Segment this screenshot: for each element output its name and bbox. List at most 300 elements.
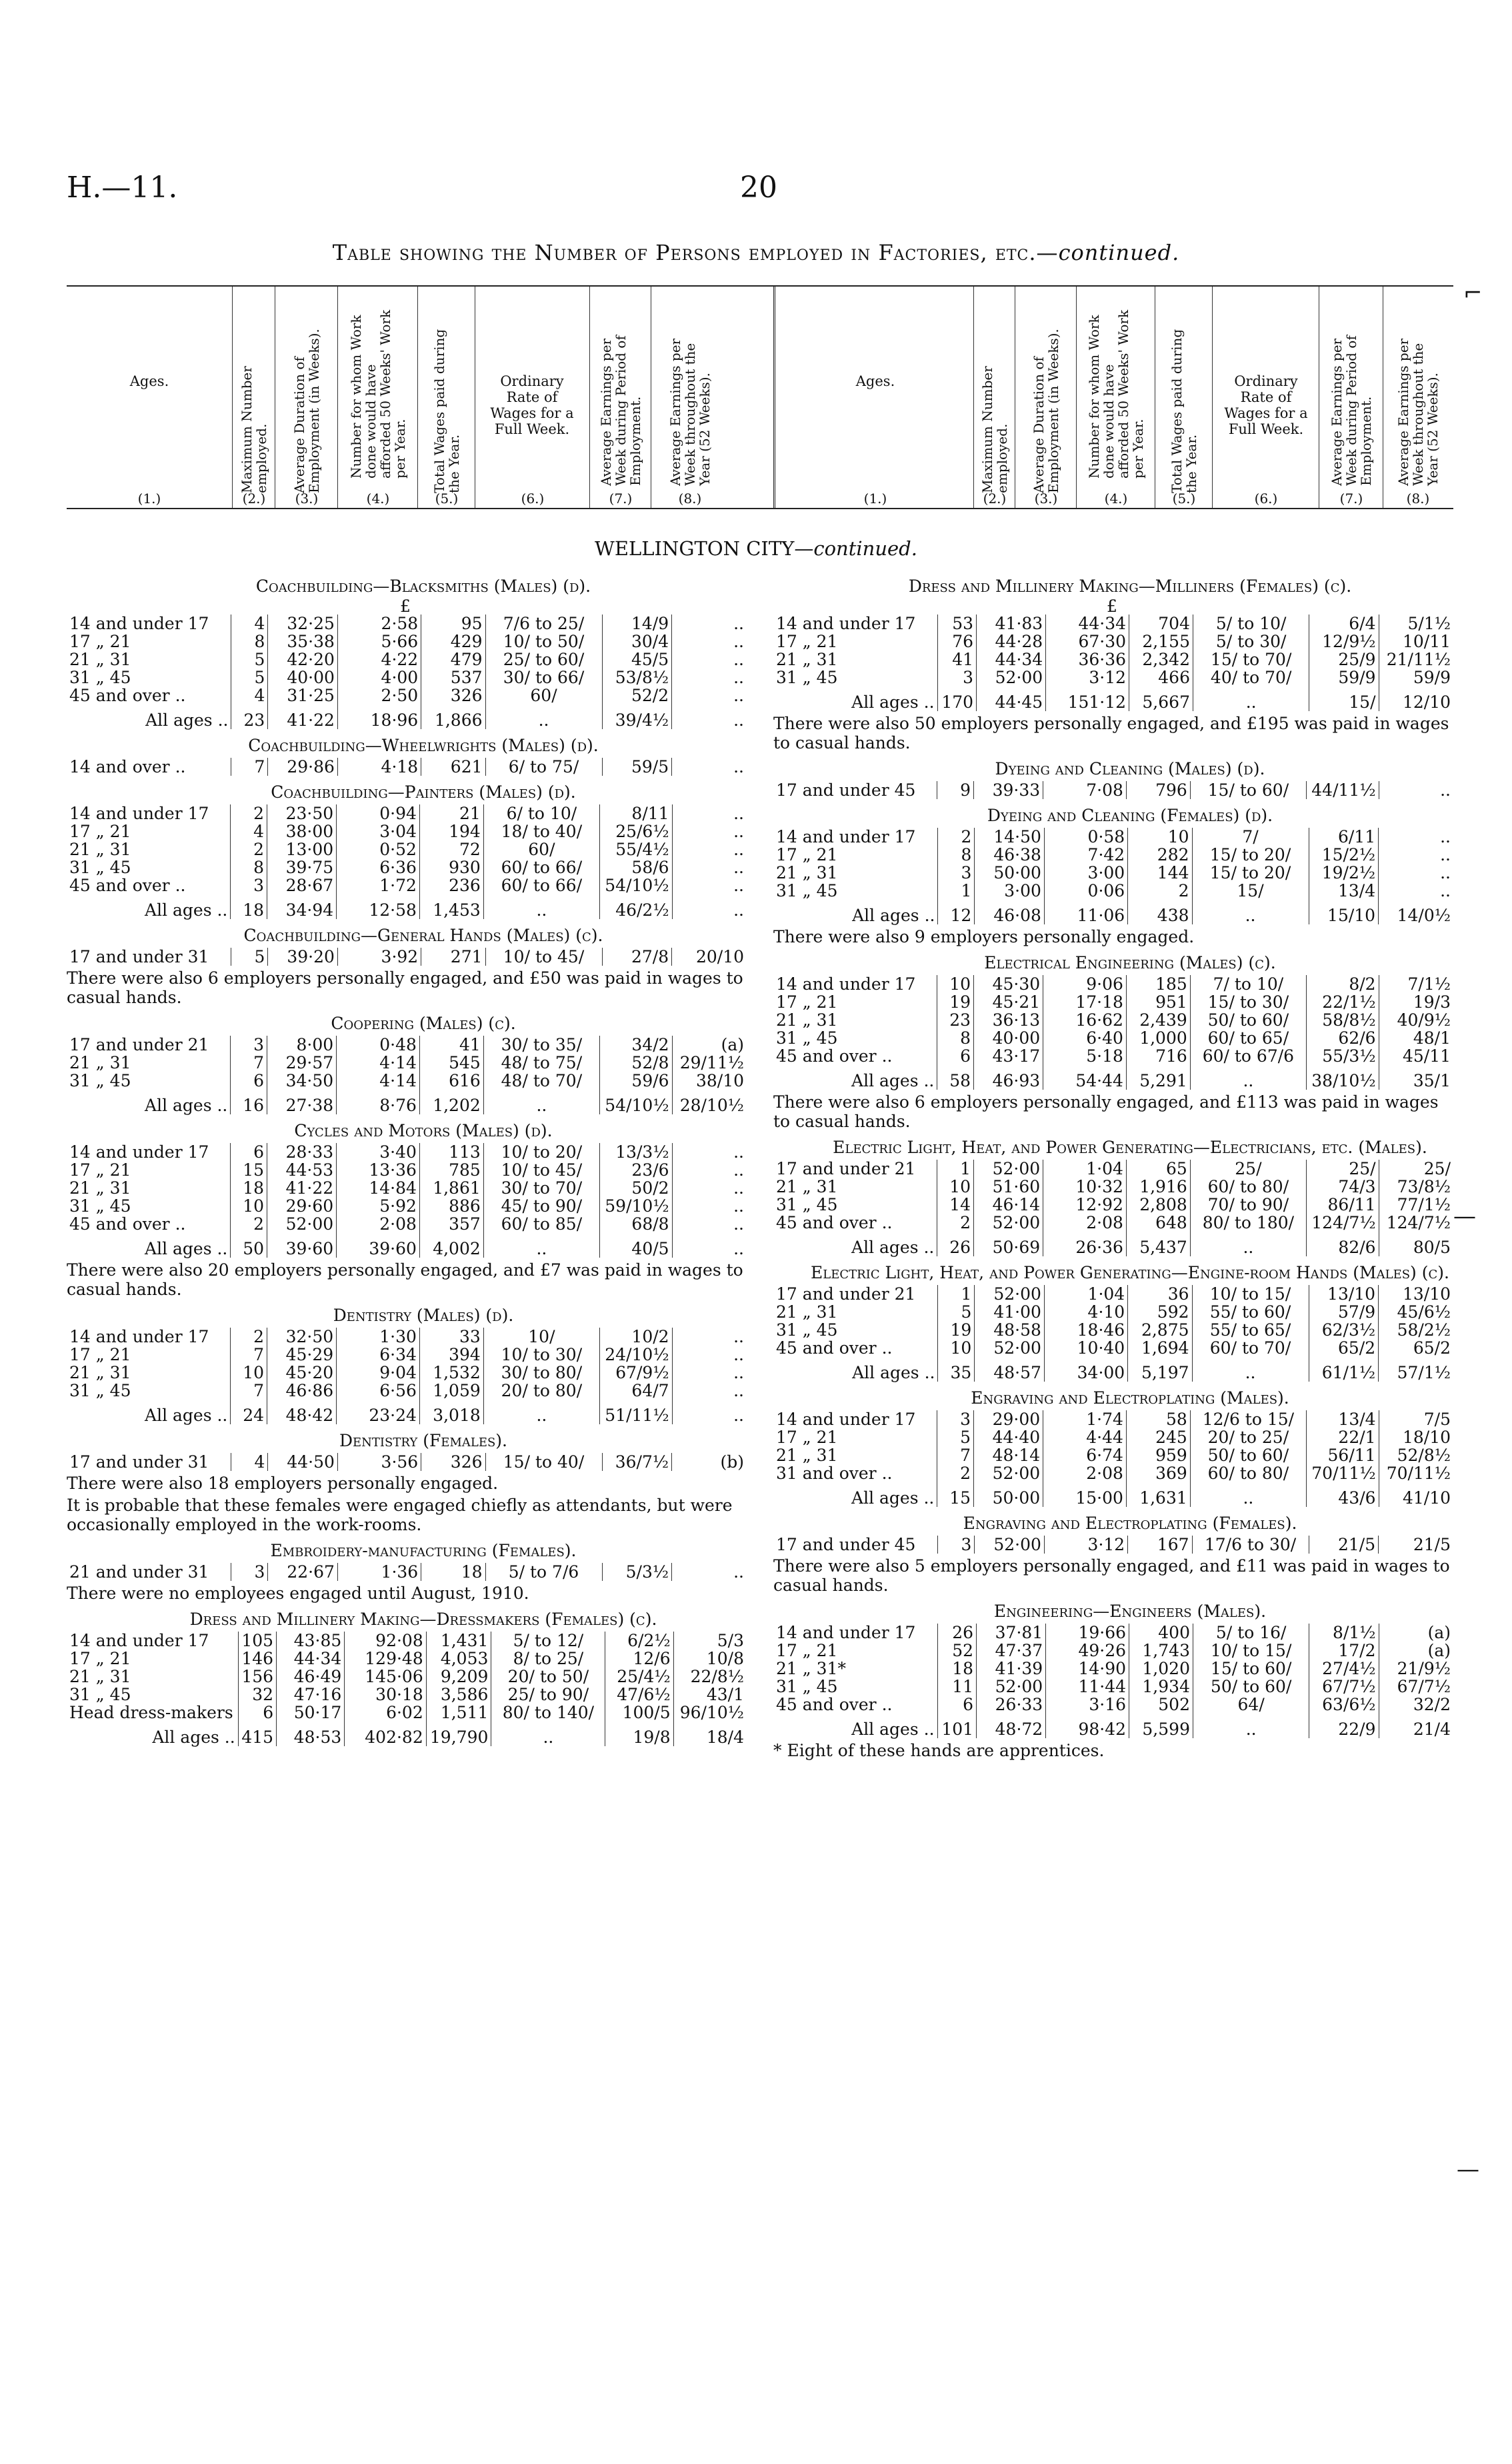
table-cell: 47·16 [277,1686,345,1704]
table-cell: 35 [938,1357,975,1382]
table-cell: 67/7½ [1309,1678,1379,1696]
table-cell: 12·58 [337,894,420,919]
table-cell: 19,790 [426,1722,491,1746]
table-cell: 194 [419,822,483,840]
table-cell: 12·92 [1043,1196,1127,1214]
col-3 [275,287,338,508]
table-cell: 0·58 [1044,828,1127,846]
table-cell: 170 [937,686,977,711]
table-cell: 5 [937,1428,974,1446]
table-row [67,1054,747,1072]
table-cell: 82/6 [1307,1232,1379,1256]
table-cell: 19 [938,1321,975,1339]
table-cell: 27·38 [267,1090,337,1114]
table-cell: 41·00 [975,1303,1045,1321]
table-cell: 15/ to 70/ [1193,650,1309,668]
table-cell: .. [672,1161,747,1179]
table-cell: .. [672,668,747,686]
table-cell: 41/10 [1379,1482,1453,1507]
table-cell: .. [483,1400,599,1424]
table-row [773,828,1453,846]
table-cell: 29·60 [267,1197,337,1215]
table-cell: 45 and over .. [69,686,186,705]
table-cell: 14·84 [337,1179,420,1197]
table-cell: 0·52 [337,840,420,858]
table-cell: .. [672,822,747,840]
table-cell: 39/4½ [602,704,672,729]
table-cell: 50·69 [974,1232,1043,1256]
table-cell: 31 „ 45 [776,1028,838,1048]
table-cell: 3,018 [419,1400,483,1424]
table-cell: 5/ to 30/ [1193,632,1309,650]
table-cell: 50/2 [600,1179,673,1197]
table-cell: 17 and under 31 [69,947,209,966]
table-cell: .. [1379,882,1453,900]
col-2 [232,287,275,508]
col-num-5: (5.) [435,491,459,507]
table-cell: 5/ to 12/ [491,1632,605,1650]
table-cell: 14 and under 17 [776,1623,916,1642]
section-title: Coachbuilding—Painters (Males) (d). [271,782,576,802]
table-cell: 30·18 [345,1686,426,1704]
table-cell: 14 and under 17 [69,804,209,823]
data-table [773,828,1453,924]
col-8 [651,287,729,508]
table-cell: 51/11½ [600,1400,673,1424]
table-cell: 12/6 [605,1650,673,1668]
table-row [773,864,1453,882]
table-cell: 52·00 [975,1285,1045,1303]
table-cell: 60/ to 80/ [1190,1178,1306,1196]
table-cell: 5/ to 10/ [1193,615,1309,632]
table-cell: 3 [231,1563,268,1581]
table-cell: 28/10½ [672,1090,747,1114]
table-cell: 1,934 [1129,1678,1193,1696]
table-cell: 7·42 [1044,846,1127,864]
table-cell: 18/4 [673,1722,747,1746]
table-cell: 2·08 [337,1215,420,1233]
table-cell: .. [672,686,747,704]
table-cell: 86/11 [1307,1196,1379,1214]
table-cell: 31 „ 45 [776,1195,838,1214]
section-title: Embroidery-manufacturing (Females). [270,1541,577,1560]
table-cell: 20/ to 25/ [1190,1428,1306,1446]
table-cell: 50·00 [974,1482,1043,1507]
table-cell: 22/1½ [1307,993,1379,1011]
data-table [773,1410,1453,1507]
section-note: There were also 20 employers personally engaged, and £7 was paid in wages to casual hands. [67,1260,743,1299]
table-cell: 9,209 [426,1668,491,1686]
table-cell: 45/ to 90/ [483,1197,599,1215]
table-cell: 10/11 [1379,632,1453,650]
table-cell: 52·00 [974,1214,1043,1232]
table-cell: 12/10 [1379,686,1453,711]
table-cell: 400 [1129,1624,1193,1642]
table-cell: 959 [1126,1446,1190,1464]
table-cell: 13/4 [1307,1410,1379,1428]
table-cell: 6·74 [1043,1446,1127,1464]
table-cell: 7/6 to 25/ [485,615,602,632]
data-table [67,1143,747,1258]
table-section [773,1388,1487,1507]
table-cell: .. [483,894,599,919]
table-cell: .. [1379,846,1453,864]
table-cell: 2 [231,1215,267,1233]
table-cell: 17/6 to 30/ [1192,1536,1309,1554]
table-cell: 65/2 [1309,1339,1379,1357]
table-cell: .. [1192,1357,1309,1382]
table-cell: 1,511 [426,1704,491,1722]
table-cell: 23·24 [337,1400,420,1424]
table-cell: 5·18 [1043,1047,1127,1065]
table-cell: 5·66 [337,632,421,650]
bracket-mark-icon: — [1457,2156,1479,2183]
col-7-r [1319,287,1383,508]
table-row [773,1303,1453,1321]
table-title-continued: continued. [1058,240,1180,265]
table-cell: 648 [1126,1214,1190,1232]
table-cell: 10/2 [600,1328,673,1346]
table-cell: 15·00 [1043,1482,1127,1507]
table-cell: 4,002 [419,1233,483,1258]
table-cell: 17 and under 21 [69,1035,209,1054]
table-cell: 1,694 [1128,1339,1192,1357]
table-cell: 10/ [483,1328,599,1346]
table-section [67,1431,780,1534]
col-3-label: Average Duration of Employment (in Weeks). [291,329,322,493]
section-title: Dress and Millinery Making—Dressmakers (Females) (c). [189,1610,657,1629]
table-cell: 7 [231,1054,267,1072]
table-cell: 1,743 [1129,1642,1193,1660]
table-cell: .. [672,1197,747,1215]
table-cell: 44·28 [977,632,1046,650]
table-cell: 53 [937,615,977,632]
table-row [67,1215,747,1233]
table-cell: 15 [231,1161,267,1179]
table-cell: 1,631 [1126,1482,1190,1507]
table-cell: 4,053 [426,1650,491,1668]
table-row [773,1624,1453,1642]
table-row [773,1696,1453,1714]
table-cell: 185 [1126,975,1190,993]
table-cell: 60/ [483,840,599,858]
table-row [67,876,747,894]
table-cell: (a) [672,1036,747,1054]
table-cell: 5/ to 16/ [1193,1624,1309,1642]
col-8-r [1383,287,1453,508]
table-cell: 47·37 [977,1642,1046,1660]
table-cell: 26·36 [1043,1232,1127,1256]
table-cell: 21 [419,804,483,822]
table-cell: 40·00 [268,668,338,686]
table-cell: 96/10½ [673,1704,747,1722]
table-cell: 13·00 [267,840,337,858]
table-cell: 48/ to 75/ [483,1054,599,1072]
table-row [773,1011,1453,1029]
table-row [67,1364,747,1382]
table-section [67,1014,780,1114]
table-cell: 52/8½ [1379,1446,1453,1464]
table-cell: 14 and under 17 [69,1327,209,1346]
table-cell: 67·30 [1046,632,1129,650]
col-4 [337,287,418,508]
table-cell: 1 [937,1160,974,1178]
col-4-label-r: Number for whom Work done would have afforded 50 Weeks' Work per Year. [1086,309,1146,479]
col-num-4-r: (4.) [1104,491,1128,507]
table-cell: 54/10½ [600,1090,673,1114]
table-cell: 33 [419,1328,483,1346]
table-cell: 36/7½ [602,1453,672,1471]
table-cell: 21 „ 31* [776,1659,846,1678]
table-cell: 7·08 [1043,781,1127,799]
table-cell: 4·22 [337,650,421,668]
col-num-5-r: (5.) [1172,491,1196,507]
table-cell: .. [672,650,747,668]
table-cell: 8 [231,858,267,876]
table-cell: 95 [421,615,485,632]
col-num-3-r: (3.) [1034,491,1058,507]
city-continued: —continued. [794,537,917,560]
table-cell: 65/2 [1379,1339,1453,1357]
table-cell: 36 [1128,1285,1192,1303]
section-title: Coachbuilding—Wheelwrights (Males) (d). [248,736,599,755]
data-table [67,1632,747,1746]
table-cell: 18 [231,894,267,919]
table-cell: 60/ to 85/ [483,1215,599,1233]
table-total-row [67,1090,747,1114]
table-cell: .. [672,615,747,632]
col-num-4: (4.) [366,491,390,507]
table-cell: 6·34 [337,1346,420,1364]
table-cell: 10/ to 45/ [483,1161,599,1179]
table-cell: 45 and over .. [776,1046,893,1066]
table-cell: 24/10½ [600,1346,673,1364]
data-table [67,1563,747,1581]
table-cell: .. [672,1382,747,1400]
table-cell: 28·33 [267,1143,337,1161]
table-cell: 6 [937,1047,974,1065]
table-cell: 3·12 [1046,668,1129,686]
table-cell: 21 „ 31 [776,1177,838,1196]
table-cell: All ages .. [145,1406,228,1425]
table-cell: 2,875 [1128,1321,1192,1339]
table-cell: 7 [231,1346,267,1364]
table-cell: 357 [419,1215,483,1233]
col-7-label: Average Earnings per Week during Period of Employment. [598,335,643,486]
col-2-label-r: Maximum Number employed. [979,366,1010,493]
table-cell: 8 [937,1029,974,1047]
table-cell: 271 [421,948,485,966]
table-row [773,1178,1453,1196]
data-table [773,1160,1453,1256]
table-cell: 39·60 [267,1233,337,1258]
table-cell: .. [672,1179,747,1197]
table-cell: 62/3½ [1309,1321,1379,1339]
table-total-row [773,1714,1453,1738]
table-title [0,240,1512,265]
table-cell: 40/5 [600,1233,673,1258]
table-cell: 52/8 [600,1054,673,1072]
table-row [67,1704,747,1722]
table-cell: 326 [421,1453,485,1471]
table-cell: 45 and over .. [776,1213,893,1232]
table-row [67,1346,747,1364]
table-cell: .. [491,1722,605,1746]
table-cell: 8 [231,632,268,650]
table-cell: 19/3 [1379,993,1453,1011]
table-cell: 13/10 [1379,1285,1453,1303]
table-section [773,1514,1487,1595]
table-cell: 3 [938,1536,975,1554]
table-cell: 16·62 [1043,1011,1127,1029]
section-note: There were also 18 employers personally engaged. [67,1474,499,1493]
table-cell: 14 [937,1196,974,1214]
table-cell: 46·08 [975,900,1045,924]
table-cell: 6 [231,1072,267,1090]
table-cell: .. [672,1233,747,1258]
table-cell: 11·06 [1044,900,1127,924]
table-cell: 402·82 [345,1722,426,1746]
table-cell: 2·08 [1043,1464,1127,1482]
table-cell: 34·00 [1044,1357,1127,1382]
table-cell: 113 [419,1143,483,1161]
table-cell: 44·40 [974,1428,1043,1446]
table-cell: 15/2½ [1309,846,1379,864]
table-cell: 45/11 [1379,1047,1453,1065]
table-cell: 1·04 [1044,1285,1127,1303]
col-ages-r [773,287,975,508]
table-cell: 0·94 [337,804,420,822]
table-cell: 1 [938,882,975,900]
col-5-r [1155,287,1213,508]
table-cell: 14/0½ [1379,900,1453,924]
data-table [67,1036,747,1114]
table-cell: 13/4 [1309,882,1379,900]
table-cell: 26·33 [977,1696,1046,1714]
data-table [773,975,1453,1090]
table-cell: 9·06 [1043,975,1127,993]
table-cell: 6/ to 75/ [485,758,602,776]
table-cell: 18 [231,1179,267,1197]
col-7 [589,287,651,508]
table-row [773,1339,1453,1357]
table-cell: 8/1½ [1309,1624,1379,1642]
table-cell: 44·34 [277,1650,345,1668]
table-cell: 21/4 [1379,1714,1453,1738]
col-2-r [973,287,1015,508]
data-table [67,615,747,729]
table-cell: 31 „ 45 [69,1196,131,1216]
table-cell: 15/ to 20/ [1192,864,1309,882]
table-cell: 46·14 [974,1196,1043,1214]
table-cell: 621 [421,758,485,776]
table-cell: 1,000 [1126,1029,1190,1047]
table-cell: 8·76 [337,1090,420,1114]
table-cell: 34·50 [267,1072,337,1090]
table-cell: 52·00 [974,1464,1043,1482]
table-cell: 31 „ 45 [776,1320,838,1340]
table-cell: 48·42 [267,1400,337,1424]
table-row [67,650,747,668]
table-cell: 43/6 [1307,1482,1379,1507]
table-cell: 1,861 [419,1179,483,1197]
table-cell: 21 „ 31 [69,1363,131,1382]
table-cell: 124/7½ [1379,1214,1453,1232]
table-cell: 32·50 [267,1328,337,1346]
table-cell: 10/ to 15/ [1193,1642,1309,1660]
table-cell: 45·30 [974,975,1043,993]
table-cell: .. [672,1143,747,1161]
table-cell: All ages .. [145,1096,228,1115]
page-header-left: H.—11. [67,171,178,205]
table-cell: 50·00 [975,864,1045,882]
table-cell: 37·81 [977,1624,1046,1642]
table-cell: 9·04 [337,1364,420,1382]
data-table [67,1328,747,1424]
table-cell: 44/11½ [1307,781,1379,799]
table-cell: 22/9 [1309,1714,1379,1738]
table-row [773,1660,1453,1678]
table-row [773,846,1453,864]
city-heading [0,537,1512,560]
table-cell: 47/6½ [605,1686,673,1704]
table-cell: 40/9½ [1379,1011,1453,1029]
table-cell: 1·36 [337,1563,421,1581]
table-row [773,1446,1453,1464]
table-row [773,615,1453,632]
table-cell: 36·36 [1046,650,1129,668]
table-cell: 17 „ 21 [69,822,131,841]
table-section [67,926,780,1007]
table-cell: 8/ to 25/ [491,1650,605,1668]
table-row [67,1072,747,1090]
section-title: Coachbuilding—Blacksmiths (Males) (d). [255,577,591,596]
section-title: Coopering (Males) (c). [331,1014,516,1033]
table-cell: 15/ [1309,686,1379,711]
table-cell: 59/5 [602,758,672,776]
table-cell: 21 „ 31 [776,1302,838,1322]
table-cell: 13/3½ [600,1143,673,1161]
table-cell: 7/ to 10/ [1190,975,1306,993]
table-cell: 41·39 [977,1660,1046,1678]
table-cell: 930 [419,858,483,876]
table-row [773,1321,1453,1339]
table-cell: 11·44 [1046,1678,1129,1696]
table-cell: 15/10 [1309,900,1379,924]
table-cell: 48/ to 70/ [483,1072,599,1090]
table-cell: 466 [1129,668,1193,686]
table-cell: 10 [937,1178,974,1196]
table-row [67,1453,747,1471]
table-cell: 1,453 [419,894,483,919]
table-cell: 52·00 [975,1536,1045,1554]
table-cell: All ages .. [145,1239,228,1258]
table-cell: 5,599 [1129,1714,1193,1738]
table-cell: 52·00 [977,668,1046,686]
table-cell: 39·75 [267,858,337,876]
table-cell: 59/10½ [600,1197,673,1215]
table-cell: 951 [1126,993,1190,1011]
table-cell: 6·36 [337,858,420,876]
table-section [67,736,780,776]
table-cell: 0·48 [337,1036,420,1054]
data-table [773,1285,1453,1382]
table-cell: All ages .. [852,1363,935,1382]
table-cell: 18·96 [337,704,421,729]
table-cell: 2·50 [337,686,421,704]
data-table [773,1624,1453,1738]
section-note: * Eight of these hands are apprentices. [773,1741,1105,1760]
